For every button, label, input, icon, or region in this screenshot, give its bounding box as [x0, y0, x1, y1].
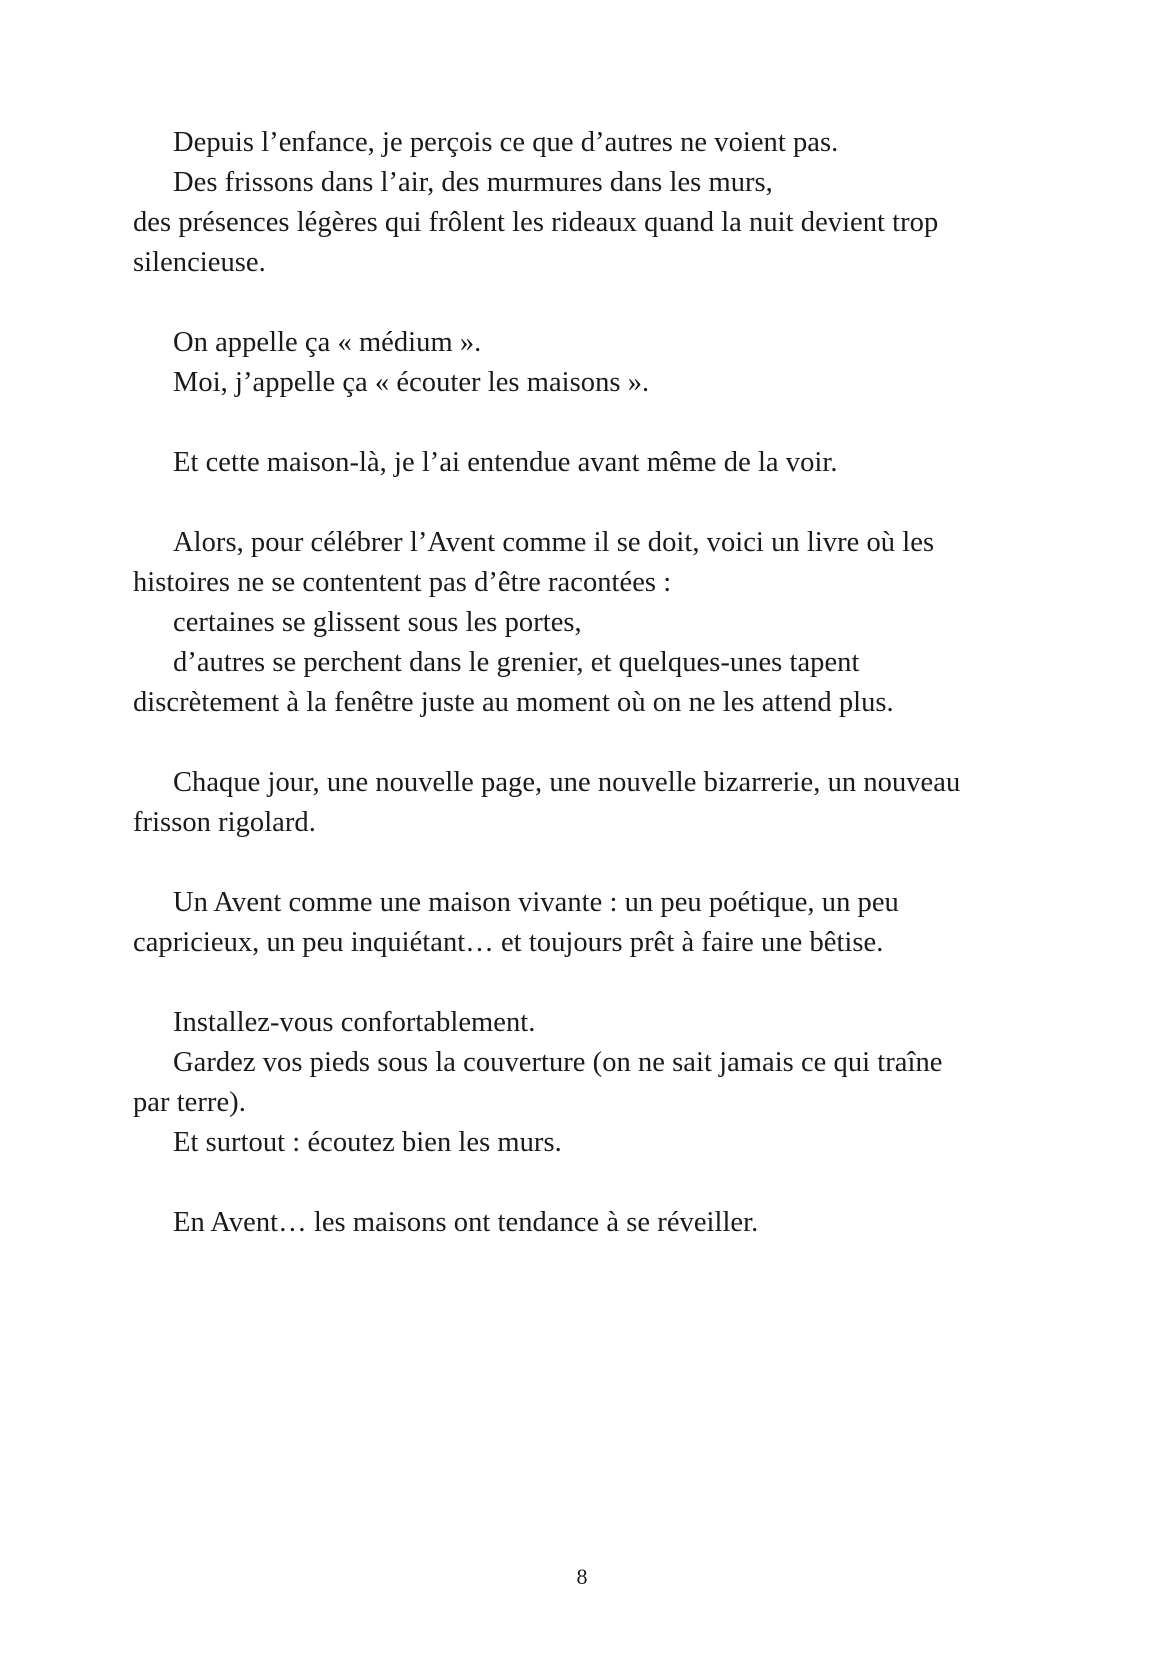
text-line: frisson rigolard. — [133, 807, 316, 838]
text-line: Installez-vous confortablement. — [173, 1007, 536, 1038]
text-line: des présences légères qui frôlent les rideaux quand la nuit devient trop — [133, 207, 939, 238]
text-line: Et surtout : écoutez bien les murs. — [173, 1127, 562, 1158]
text-line: par terre). — [133, 1087, 246, 1118]
text-line: capricieux, un peu inquiétant… et toujours prêt à faire une bêtise. — [133, 927, 884, 958]
text-line: d’autres se perchent dans le grenier, et quelques-unes tapent — [173, 647, 860, 678]
text-line: Gardez vos pieds sous la couverture (on ne sait jamais ce qui traîne — [173, 1047, 943, 1078]
text-line: silencieuse. — [133, 247, 266, 278]
text-line: histoires ne se contentent pas d’être racontées : — [133, 567, 672, 598]
text-line: Des frissons dans l’air, des murmures dans les murs, — [173, 167, 773, 198]
text-line: Moi, j’appelle ça « écouter les maisons ». — [173, 367, 650, 398]
page-number: 8 — [576, 1564, 588, 1589]
text-line: En Avent… les maisons ont tendance à se réveiller. — [173, 1207, 759, 1238]
text-line: certaines se glissent sous les portes, — [173, 607, 582, 638]
text-line: discrètement à la fenêtre juste au moment où on ne les attend plus. — [133, 687, 894, 718]
text-line: On appelle ça « médium ». — [173, 327, 482, 358]
text-line: Depuis l’enfance, je perçois ce que d’autres ne voient pas. — [173, 127, 839, 158]
text-line: Chaque jour, une nouvelle page, une nouvelle bizarrerie, un nouveau — [173, 767, 961, 798]
text-line: Et cette maison-là, je l’ai entendue avant même de la voir. — [173, 447, 838, 478]
text-line: Un Avent comme une maison vivante : un peu poétique, un peu — [173, 887, 899, 918]
text-line: Alors, pour célébrer l’Avent comme il se doit, voici un livre où les — [173, 527, 935, 558]
